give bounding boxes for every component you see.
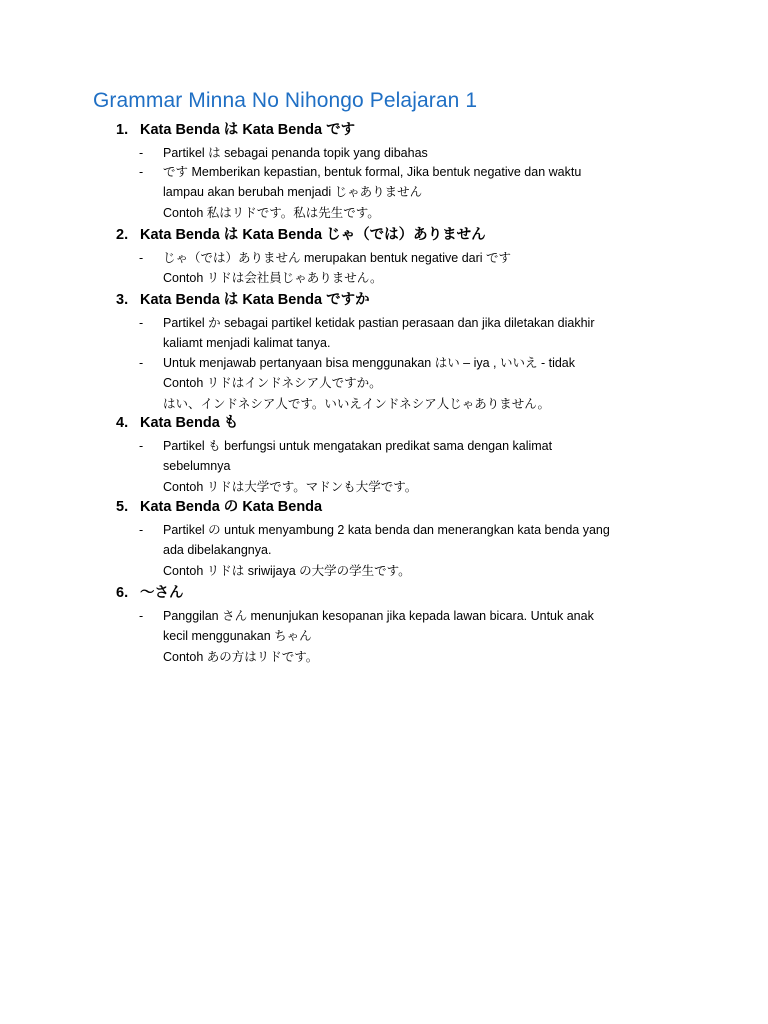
bullet-dash: -: [139, 316, 144, 330]
section-number: 2.: [116, 227, 129, 243]
section-number: 1.: [116, 122, 129, 138]
section-number: 6.: [116, 585, 129, 601]
section-title: Kata Benda の Kata Benda: [140, 499, 323, 515]
section-number: 5.: [116, 499, 129, 515]
bullet-line: Untuk menjawab pertanyaan bisa menggunakan はい – iya , いいえ - tidak: [163, 356, 576, 370]
bullet-line: kaliamt menjadi kalimat tanya.: [163, 336, 331, 351]
section-number: 3.: [116, 292, 129, 308]
example-line: Contoh リドはインドネシア人ですか。: [163, 376, 382, 391]
example-line: Contoh あの方はリドです。: [163, 649, 319, 664]
bullet-line: ada dibelakangnya.: [163, 543, 272, 558]
section-title: Kata Benda は Kata Benda です: [140, 122, 356, 138]
example-line: Contoh 私はリドです。私は先生です。: [163, 205, 380, 220]
section-number: 4.: [116, 415, 129, 431]
section-title: Kata Benda も: [140, 415, 239, 431]
section-heading: [116, 121, 355, 139]
section-title: Kata Benda は Kata Benda じゃ（では）ありません: [140, 227, 486, 243]
bullet-dash: -: [139, 523, 144, 537]
example-line: Contoh リドは sriwijaya の大学の学生です。: [163, 563, 411, 578]
example-line: Contoh リドは大学です。マドンも大学です。: [163, 479, 418, 494]
bullet-line: Partikel は sebagai penanda topik yang dibahas: [163, 146, 428, 160]
section-heading: [116, 414, 238, 432]
section-heading: [116, 584, 184, 602]
bullet-dash: -: [139, 251, 144, 265]
bullet-dash: -: [139, 356, 144, 370]
bullet-line: Partikel も berfungsi untuk mengatakan predikat sama dengan kalimat: [163, 439, 553, 453]
bullet-line: Panggilan さん menunjukan kesopanan jika kepada lawan bicara. Untuk anak: [163, 609, 594, 623]
bullet-line: lampau akan berubah menjadi じゃありません: [163, 185, 423, 200]
example-line: はい、インドネシア人です。いいえインドネシア人じゃありません。: [163, 396, 551, 411]
section-heading: [116, 291, 370, 309]
section-title: Kata Benda は Kata Benda ですか: [140, 292, 370, 308]
bullet-line: sebelumnya: [163, 459, 231, 474]
section-heading: [116, 498, 322, 516]
bullet-line: Partikel の untuk menyambung 2 kata benda dan menerangkan kata benda yang: [163, 523, 610, 537]
section-heading: [116, 226, 486, 244]
bullet-line: kecil menggunakan ちゃん: [163, 629, 312, 644]
bullet-line: です Memberikan kepastian, bentuk formal, Jika bentuk negative dan waktu: [163, 165, 582, 179]
bullet-dash: -: [139, 609, 144, 623]
bullet-dash: -: [139, 165, 144, 179]
example-line: Contoh リドは会社員じゃありません。: [163, 271, 383, 286]
document-title: Grammar Minna No Nihongo Pelajaran 1: [93, 89, 478, 112]
bullet-dash: -: [139, 146, 144, 160]
bullet-line: Partikel か sebagai partikel ketidak pastian perasaan dan jika diletakan diakhir: [163, 316, 595, 330]
section-title: ～さん: [140, 585, 184, 601]
bullet-line: じゃ（では）ありません merupakan bentuk negative dari です: [163, 251, 512, 265]
bullet-dash: -: [139, 439, 144, 453]
